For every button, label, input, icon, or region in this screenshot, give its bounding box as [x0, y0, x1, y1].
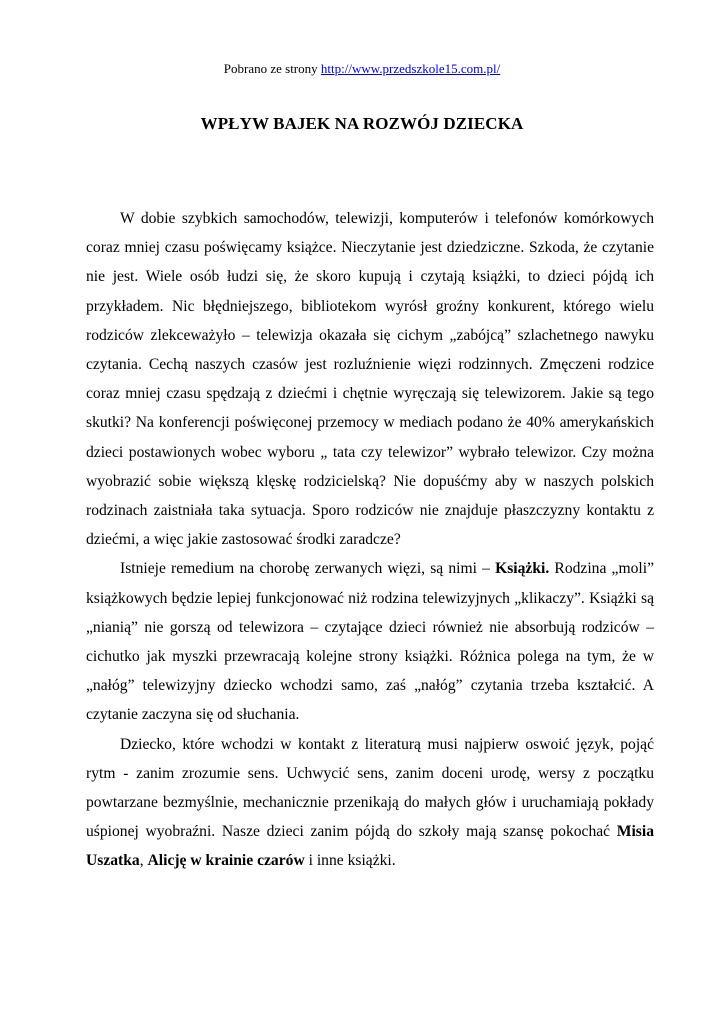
document-body: [86, 204, 654, 876]
paragraph-2-text-after: Rodzina „moli” książkowych będzie lepiej funkcjonować niż rodzina telewizyjnych „klikaczy”. Książki są „nianią” nie gorszą od telewizora – czytające dzieci również nie absorbują rodziców – cichutko jak myszki przewracają kolejne strony książki. Różnica polega na tym, że w „nałóg” telewizyjny dziecko wchodzi samo, zaś „nałóg” czytania trzeba kształcić. A czytanie zaczyna się od słuchania.: [86, 560, 654, 724]
paragraph-1: W dobie szybkich samochodów, telewizji, komputerów i telefonów komórkowych coraz mniej czasu poświęcamy książce. Nieczytanie jest dziedziczne. Szkoda, że czytanie nie jest. Wiele osób łudzi się, że skoro kupują i czytają książki, to dzieci pójdą ich przykładem. Nic błędniejszego, bibliotekom wyrósł groźny konkurent, którego wielu rodziców zlekceważyło – telewizja okazała się cichym „zabójcą” szlachetnego nawyku czytania. Cechą naszych czasów jest rozluźnienie więzi rodzinnych. Zmęczeni rodzice coraz mniej czasu spędzają z dziećmi i chętnie wyręczają się telewizorem. Jakie są tego skutki? Na konferencji poświęconej przemocy w mediach podano że 40% amerykańskich dzieci postawionych wobec wyboru „ tata czy telewizor” wybrało telewizor. Czy można wyobrazić sobie większą klęskę rodzicielską? Nie dopuśćmy aby w naszych polskich rodzinach zaistniała taka sytuacja. Sporo rodziców nie znajduje płaszczyzny kontaktu z dziećmi, a więc jakie zastosować środki zaradcze?: [86, 210, 654, 549]
paragraph-3-text-before: Dziecko, które wchodzi w kontakt z literaturą musi najpierw oswoić język, pojąć rytm - zanim zrozumie sens. Uchwycić sens, zanim doceni urodę, wersy z początku powtarzane bezmyślnie, mechanicznie przenikają do małych głów i uruchamiają pokłady uśpionej wyobraźni. Nasze dzieci zanim pójdą do szkoły mają szansę pokochać: [86, 735, 654, 841]
paragraph-3: [86, 730, 654, 876]
source-prefix: Pobrano ze strony: [223, 61, 321, 76]
paragraph-3-bold-title-1: Misia Uszatka: [86, 823, 654, 870]
paragraph-2-bold-books: Książki.: [495, 560, 550, 578]
source-link[interactable]: http://www.przedszkole15.com.pl/: [320, 61, 501, 76]
paragraph-3-bold-title-2: Alicję w krainie czarów: [147, 852, 305, 870]
source-header: [0, 60, 724, 78]
paragraph-3-text-after: i inne książki.: [304, 852, 396, 870]
paragraph-2: [86, 554, 654, 729]
document-title: WPŁYW BAJEK NA ROZWÓJ DZIECKA: [200, 114, 524, 133]
paragraph-3-separator: ,: [139, 852, 148, 870]
paragraph-2-text-before: Istnieje remedium na chorobę zerwanych więzi, są nimi –: [120, 560, 496, 578]
